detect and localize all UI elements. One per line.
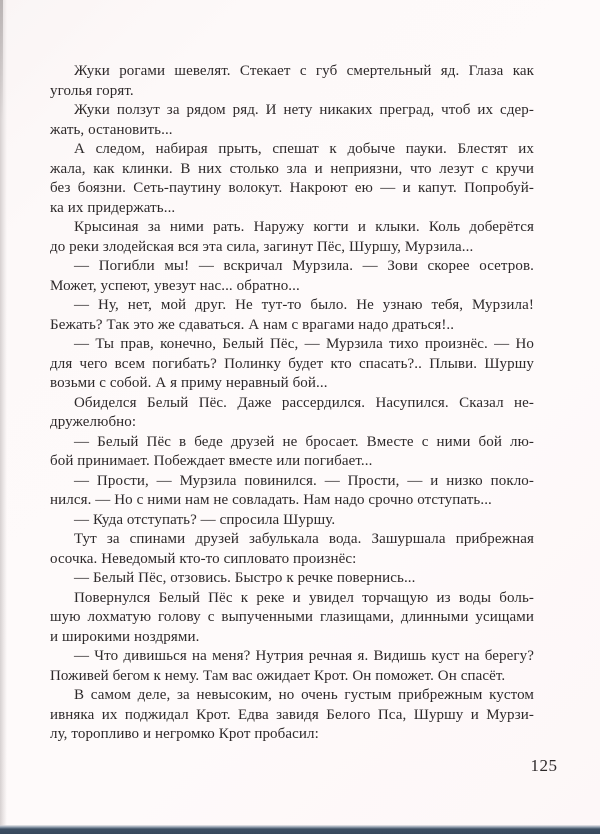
text-line: А следом, набирая прыть, спешат к добыче пауки. Блестят их (74, 141, 534, 157)
text-line: — Погибли мы! — вскричал Мурзила. — Зови скорее осетров. (74, 258, 534, 274)
paragraph (50, 62, 534, 101)
text-line: ка их придержать... (50, 199, 176, 216)
text-line: нился. — Но с ними нам не совладать. Нам надо срочно отступать... (50, 492, 492, 508)
text-line: без боязни. Сеть-паутину волокут. Накроют ею — и капут. Попробуй- (50, 180, 534, 196)
text-line: шую лохматую голову с выпученными глазищами, длинными усищами (50, 609, 534, 625)
text-line: Жуки рогами шевелят. Стекает с губ смертельный яд. Глаза как (74, 63, 534, 79)
text-line: до реки злодейская вся эта сила, загинут Пёс, Шуршу, Мурзила... (50, 238, 474, 255)
text-line: возьми с собой. А я приму неравный бой... (50, 375, 328, 391)
text-line: жать, остановить... (50, 121, 173, 138)
paragraph (50, 686, 534, 745)
text-block (50, 62, 534, 745)
text-line: Обиделся Белый Пёс. Даже рассердился. Насупился. Сказал не- (74, 394, 534, 411)
text-line: и широкими ноздрями. (50, 628, 200, 645)
text-line: Крысиная за ними рать. Наружу когти и клыки. Коль доберётся (74, 219, 534, 235)
text-line: жала, как клинки. В них столько зла и неприязни, что лезут с кручи (50, 160, 534, 177)
text-line: Поживей бегом к нему. Там вас ожидает Крот. Он поможет. Он спасёт. (50, 667, 506, 684)
text-line: бой принимает. Побеждает вместе или погибает... (50, 453, 373, 469)
text-line: дружелюбно: (50, 414, 137, 430)
paragraph (50, 101, 534, 140)
text-line: ивняка их поджидал Крот. Едва завидя Белого Пса, Шуршу и Мурзи- (50, 706, 534, 723)
paragraph (50, 511, 534, 531)
text-line: для чего всем погибать? Полинку будет кто спасать?.. Плыви. Шуршу (50, 355, 534, 372)
paragraph (50, 296, 534, 335)
text-line: В самом деле, за невысоким, но очень густым прибрежным кустом (74, 687, 534, 703)
text-line: Может, успеют, увезут нас... обратно... (50, 277, 300, 294)
page-bottom-edge (0, 825, 600, 834)
paragraph (50, 530, 534, 569)
text-line: лу, торопливо и негромко Крот пробасил: (50, 726, 319, 742)
paragraph (50, 647, 534, 686)
paragraph (50, 589, 534, 648)
text-line: осочка. Неведомый кто-то сипловато произнёс: (50, 550, 357, 567)
page-left-edge-sliver (0, 0, 3, 120)
text-line: Повернулся Белый Пёс к реке и увидел торчащую из воды боль- (74, 589, 534, 606)
text-line: — Прости, — Мурзила повинился. — Прости, — и низко покло- (74, 472, 534, 489)
text-line: — Что дивишься на меня? Нутрия речная я. Видишь куст на берегу? (74, 648, 534, 664)
text-line: Жуки ползут за рядом ряд. И нету никаких преград, чтоб их сдер- (74, 102, 534, 118)
paragraph (50, 257, 534, 296)
paragraph (50, 433, 534, 472)
text-line: — Ты прав, конечно, Белый Пёс, — Мурзила тихо произнёс. — Но (74, 336, 534, 352)
paragraph (50, 218, 534, 257)
text-line: — Ну, нет, мой друг. Не тут-то было. Не узнаю тебя, Мурзила! (74, 297, 534, 313)
text-line: Тут за спинами друзей забулькала вода. Зашуршала прибрежная (74, 531, 534, 547)
text-line: уголья горят. (50, 82, 134, 99)
text-line: — Белый Пёс в беде друзей не бросает. Вместе с ними бой лю- (74, 433, 534, 450)
paragraph (50, 335, 534, 394)
text-line: — Куда отступать? — спросила Шуршу. (74, 511, 336, 528)
paragraph (50, 394, 534, 433)
page-number: 125 (530, 756, 558, 775)
paragraph (50, 140, 534, 218)
text-line: — Белый Пёс, отзовись. Быстро к речке повернись... (74, 570, 416, 586)
paragraph (50, 569, 534, 589)
text-line: Бежать? Так это же сдаваться. А нам с врагами надо драться!.. (50, 316, 455, 333)
paragraph (50, 472, 534, 511)
page-left-edge-shadow (0, 0, 7, 834)
